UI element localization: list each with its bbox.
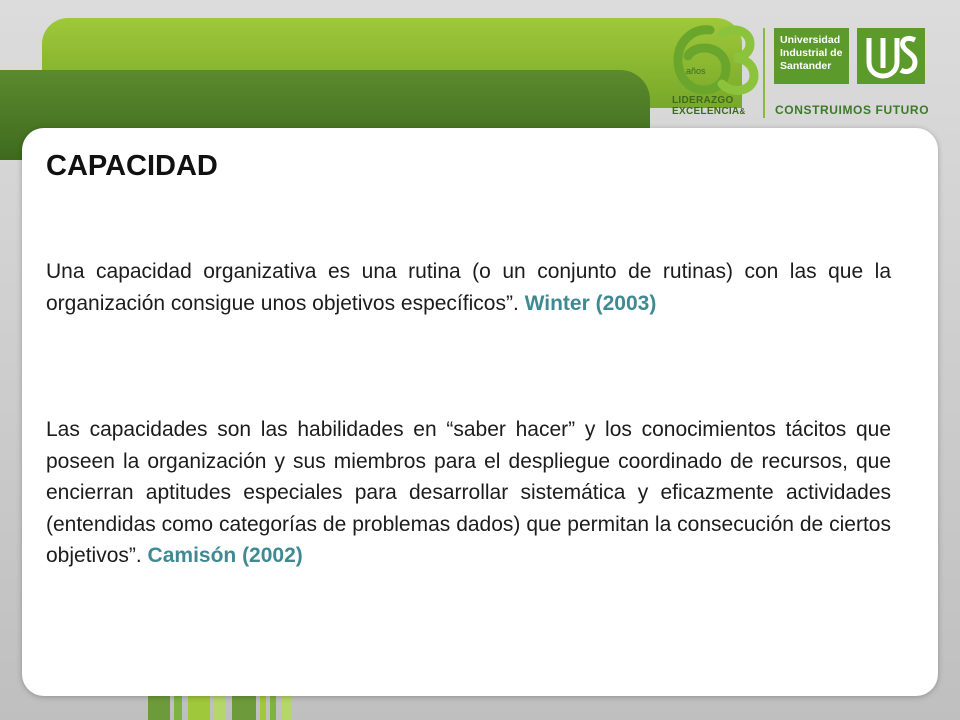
university-name-box xyxy=(774,28,849,84)
logo-subtitle xyxy=(672,95,746,117)
paragraph-camison-text: Las capacidades son las habilidades en “saber hacer” y los conocimientos tácitos que poseen la organización y sus miembros para el despliegue coordinado de recursos, que encierran aptitudes especiales para desarrollar sistemática y eficazmente actividades (entendidas como categorías de problemas dados) que permitan la consecución de ciertos objetivos”. xyxy=(46,418,891,567)
logo-ampersand: & xyxy=(739,107,746,116)
paragraph-winter-text: Una capacidad organizativa es una rutina (o un conjunto de rutinas) con las que la organización consigue unos objetivos específicos”. xyxy=(46,260,891,315)
logo-subtitle-line1: LIDERAZGO xyxy=(672,95,734,106)
logo-divider xyxy=(763,28,765,118)
university-motto: CONSTRUIMOS FUTURO xyxy=(775,103,930,117)
paragraph-winter xyxy=(46,256,891,319)
slide-title: CAPACIDAD xyxy=(46,150,218,182)
anniversary-63-logo xyxy=(670,24,760,96)
anos-label: años xyxy=(686,66,706,76)
paragraph-camison xyxy=(46,414,891,572)
content-panel xyxy=(22,128,938,696)
university-line1: Universidad xyxy=(780,34,841,46)
university-line3: Santander xyxy=(780,60,832,72)
logo-subtitle-line2: EXCELENCIA xyxy=(672,106,740,117)
uis-emblem-icon xyxy=(857,28,925,84)
university-line2: Industrial de xyxy=(780,47,843,59)
citation-camison: Camisón (2002) xyxy=(147,544,303,567)
citation-winter: Winter (2003) xyxy=(524,291,657,315)
